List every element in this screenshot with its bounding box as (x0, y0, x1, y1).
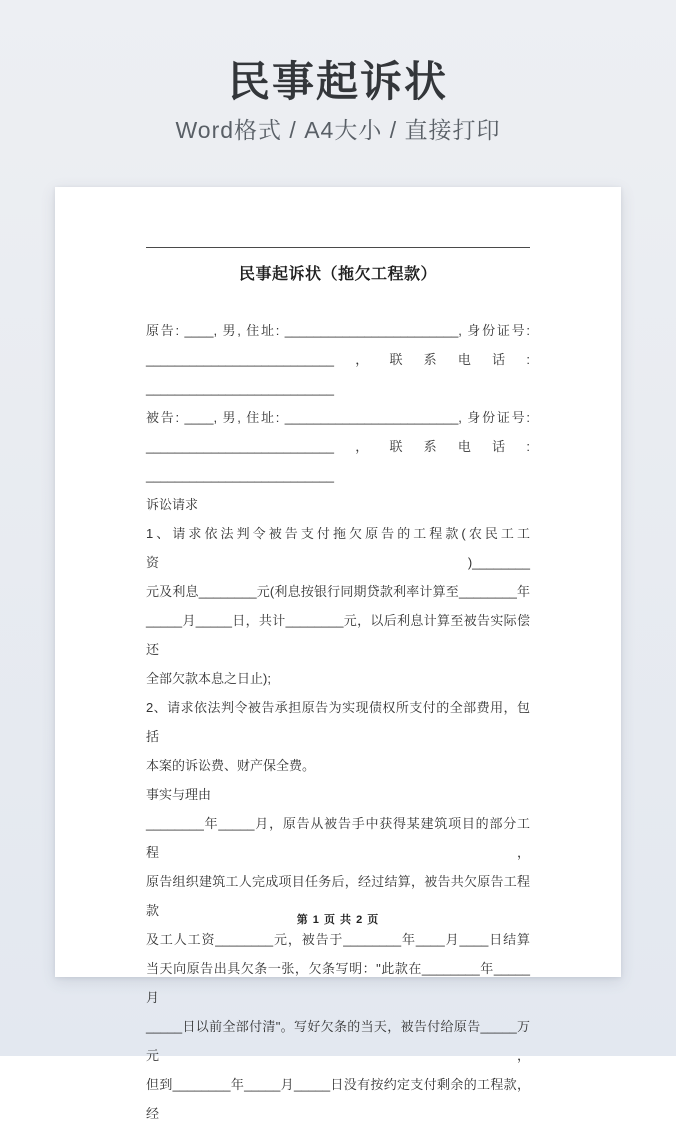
document-body (146, 316, 530, 1128)
contact-label-char: 话 (492, 352, 506, 367)
plaintiff-line-1: 原告: ____, 男, 住址: ________________________, 身份证号: (146, 323, 530, 338)
blank-underline: __________________________ (146, 439, 334, 454)
facts-line: 原告组织建筑工人完成项目任务后，经过结算，被告共欠原告工程款 (146, 874, 530, 918)
document-title: 民事起诉状（拖欠工程款） (238, 266, 437, 283)
document-page (55, 187, 621, 1121)
plaintiff-line-3: __________________________ (146, 381, 334, 396)
header (0, 0, 676, 144)
facts-line: _____日以前全部付清"。写好欠条的当天，被告付给原告_____万元， (146, 1019, 530, 1063)
claims-item1-line: 全部欠款本息之日止); (146, 671, 271, 686)
defendant-line-1: 被告: ____, 男, 住址: ________________________, 身份证号: (146, 410, 530, 425)
facts-line: ________年_____月，原告从被告手中获得某建筑项目的部分工程， (146, 816, 530, 860)
claims-item1-line: 1、请求依法判令被告支付拖欠原告的工程款(农民工工资)________ (146, 526, 530, 570)
defendant-line-3: __________________________ (146, 468, 334, 483)
claims-item1-line: 元及利息________元(利息按银行同期贷款利率计算至________年 (146, 584, 530, 599)
colon: : (526, 439, 530, 454)
contact-label-char: 话 (492, 439, 506, 454)
contact-label-char: 系 (423, 439, 437, 454)
defendant-line-2 (146, 432, 530, 461)
plaintiff-line-2 (146, 345, 530, 374)
facts-line: 当天向原告出具欠条一张，欠条写明："此款在________年_____月 (146, 961, 530, 1005)
header-title: 民事起诉状 (227, 58, 448, 105)
comma: ， (355, 352, 369, 367)
title-rule (146, 247, 530, 248)
comma: ， (355, 439, 369, 454)
claims-item2-line: 2、请求依法判令被告承担原告为实现债权所支付的全部费用，包括 (146, 700, 530, 744)
contact-label-char: 电 (457, 352, 471, 367)
blank-underline: __________________________ (146, 352, 334, 367)
facts-line: 及工人工资________元，被告于________年____月____日结算 (146, 932, 530, 947)
facts-line: 但到________年_____月_____日没有按约定支付剩余的工程款，经 (146, 1077, 530, 1121)
contact-label-char: 联 (389, 352, 403, 367)
colon: : (526, 352, 530, 367)
claims-heading: 诉讼请求 (146, 497, 199, 512)
contact-label-char: 电 (457, 439, 471, 454)
page-footer: 第 1 页 共 2 页 (296, 914, 380, 926)
facts-heading: 事实与理由 (146, 787, 212, 802)
header-subtitle: Word格式 / A4大小 / 直接打印 (175, 117, 501, 143)
contact-label-char: 联 (389, 439, 403, 454)
claims-item2-line: 本案的诉讼费、财产保全费。 (146, 758, 316, 773)
claims-item1-line: _____月_____日，共计________元，以后利息计算至被告实际偿还 (146, 613, 530, 657)
contact-label-char: 系 (423, 352, 437, 367)
